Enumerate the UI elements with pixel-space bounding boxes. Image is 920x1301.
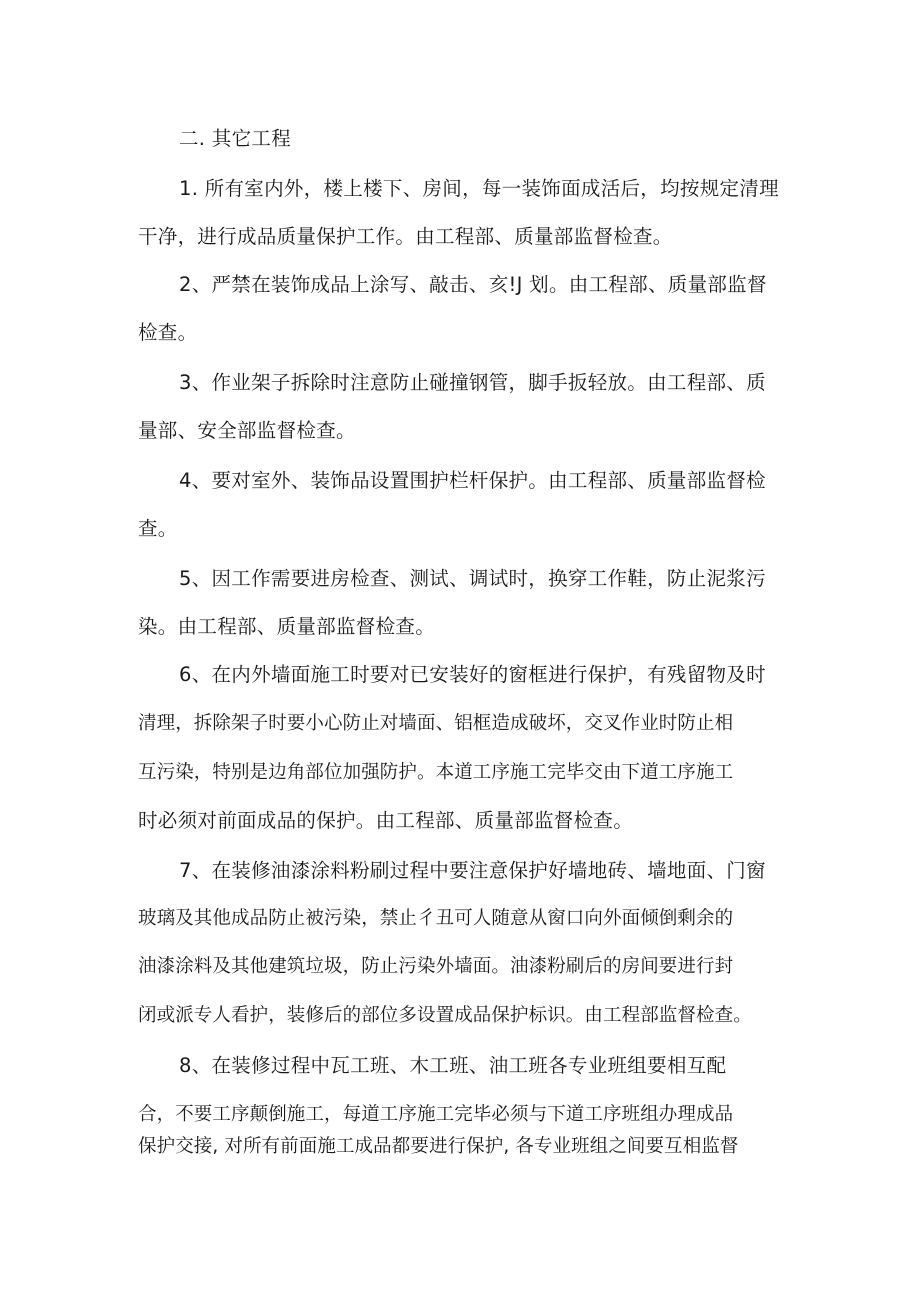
item-7-line-3: 油漆涂料及其他建筑垃圾，防止污染外墙面。油漆粉刷后的房间要进行封 bbox=[138, 956, 734, 977]
item-2-line-2: 检查。 bbox=[138, 321, 198, 344]
item-6-line-2: 清理，拆除架子时要小心防止对墙面、铝框造成破坏，交叉作业时防止相 bbox=[138, 713, 734, 734]
item-1-line-1: 1. 所有室内外，楼上楼下、房间，每一装饰面成活后，均按规定清理 bbox=[179, 177, 779, 200]
item-1-line-2: 干净，进行成品质量保护工作。由工程部、质量部监督检查。 bbox=[138, 225, 673, 248]
item-4-line-2: 查。 bbox=[138, 517, 178, 540]
item-6-line-4: 时必须对前面成品的保护。由工程部、质量部监督检查。 bbox=[138, 809, 634, 832]
item-7-line-4: 闭或派专人看护，装修后的部位多设置成品保护标识。由工程部监督检查。 bbox=[138, 1005, 752, 1026]
item-8-line-3: 保护交接, 对所有前面施工成品都要进行保护, 各专业班组之间要互相监督 bbox=[138, 1136, 739, 1157]
item-3-line-2: 量部、安全部监督检查。 bbox=[138, 419, 356, 442]
item-6-line-3: 互污染，特别是边角部位加强防护。本道工序施工完毕交由下道工序施工 bbox=[138, 762, 734, 783]
item-8-line-2: 合，不要工序颠倒施工，每道工序施工完毕必须与下道工序班组办理成品 bbox=[138, 1104, 734, 1125]
item-3-line-1: 3、作业架子拆除时注意防止碰撞钢管，脚手扳轻放。由工程部、质 bbox=[179, 371, 766, 394]
item-5-line-1: 5、因工作需要进房检查、测试、调试时，换穿工作鞋，防止泥浆污 bbox=[179, 567, 766, 590]
item-7-line-1: 7、在装修油漆涂料粉刷过程中要注意保护好墙地砖、墙地面、门窗 bbox=[179, 859, 766, 882]
item-2-line-1: 2、严禁在装饰成品上涂写、敲击、亥!J 划。由工程部、质量部监督 bbox=[179, 273, 767, 296]
item-7-line-2: 玻璃及其他成品防止被污染，禁止彳丑可人随意从窗口向外面倾倒剩余的 bbox=[138, 908, 734, 929]
item-5-line-2: 染。由工程部、质量部监督检查。 bbox=[138, 615, 436, 638]
item-8-line-1: 8、在装修过程中瓦工班、木工班、油工班各专业班组要相互配 bbox=[179, 1054, 727, 1077]
item-4-line-1: 4、要对室外、装饰品设置围护栏杆保护。由工程部、质量部监督检 bbox=[179, 469, 766, 492]
section-heading: 二. 其它工程 bbox=[179, 127, 291, 150]
item-6-line-1: 6、在内外墙面施工时要对已安装好的窗框进行保护，有残留物及时 bbox=[179, 663, 766, 686]
